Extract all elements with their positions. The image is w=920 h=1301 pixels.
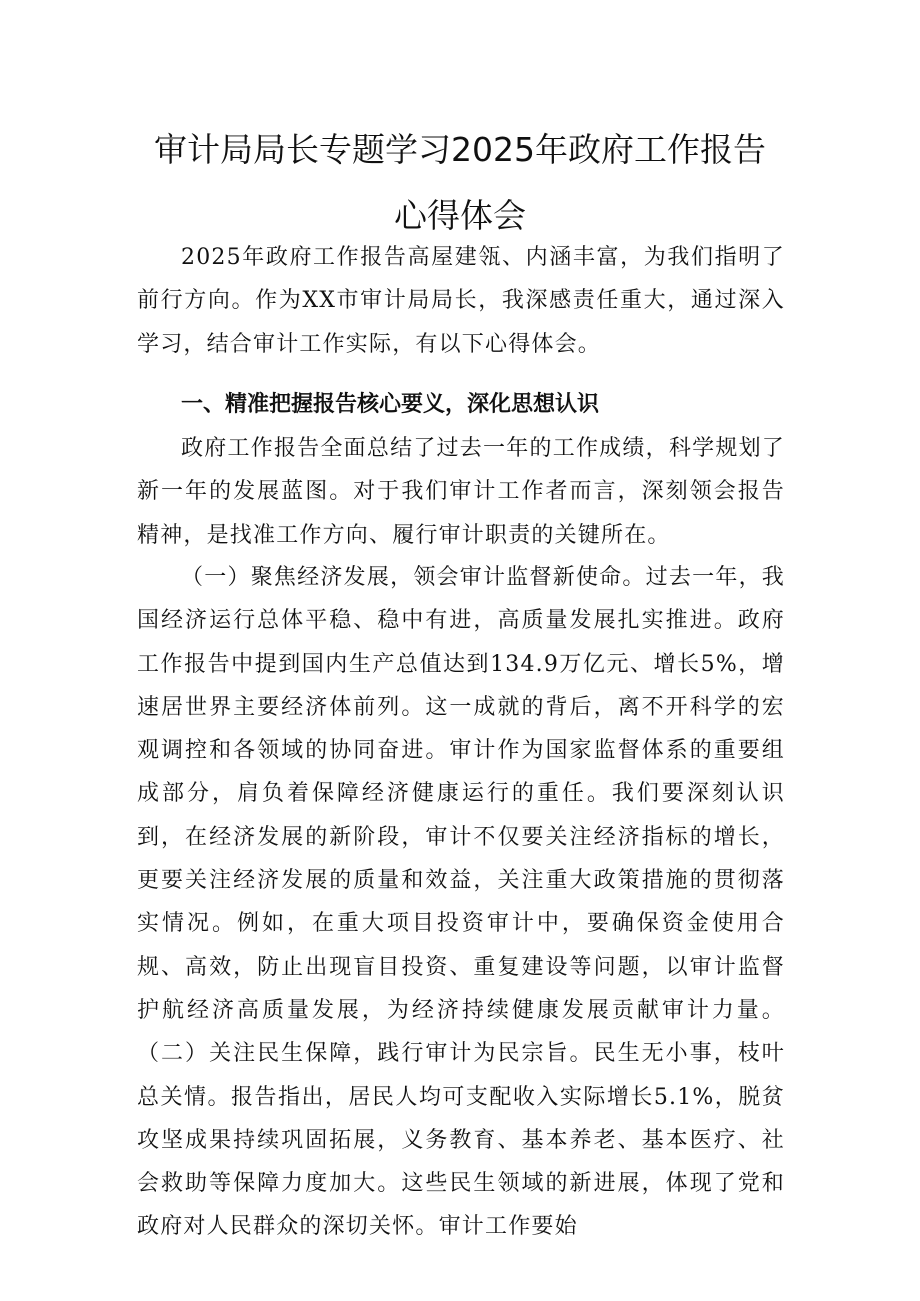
- section-heading-1: 一、精准把握报告核心要义，深化思想认识: [181, 392, 600, 417]
- document-title-line2: 心得体会: [394, 196, 526, 235]
- subsection-paragraph: （一）聚焦经济发展，领会审计监督新使命。过去一年，我国经济运行总体平稳、稳中有进，高质量发展扎实推进。政府工作报告中提到国内生产总值达到134.9万亿元、增长5%，增速居世界主要经济体前列。这一成就的背后，离不开科学的宏观调控和各领域的协同奋进。审计作为国家监督体系的重要组成部分，肩负着保障经济健康运行的重任。我们要深刻认识到，在经济发展的新阶段，审计不仅要关注经济指标的增长，更要关注经济发展的质量和效益，关注重大政策措施的贯彻落实情况。例如，在重大项目投资审计中，要确保资金使用合规、高效，防止出现盲目投资、重复建设等问题，以审计监督护航经济高质量发展，为经济持续健康发展贡献审计力量。（二）关注民生保障，践行审计为民宗旨。民生无小事，枝叶总关情。报告指出，居民人均可支配收入实际增长5.1%，脱贫攻坚成果持续巩固拓展，义务教育、基本养老、基本医疗、社会救助等保障力度加大。这些民生领域的新进展，体现了党和政府对人民群众的深切关怀。审计工作要始: [137, 565, 785, 1240]
- section1-paragraph: 政府工作报告全面总结了过去一年的工作成绩，科学规划了新一年的发展蓝图。对于我们审计工作者而言，深刻领会报告精神，是找准工作方向、履行审计职责的关键所在。: [137, 436, 785, 548]
- document-title-line1: 审计局局长专题学习2025年政府工作报告: [154, 130, 766, 169]
- intro-paragraph: 2025年政府工作报告高屋建瓴、内涵丰富，为我们指明了前行方向。作为XX市审计局局长，我深感责任重大，通过深入学习，结合审计工作实际，有以下心得体会。: [137, 245, 785, 357]
